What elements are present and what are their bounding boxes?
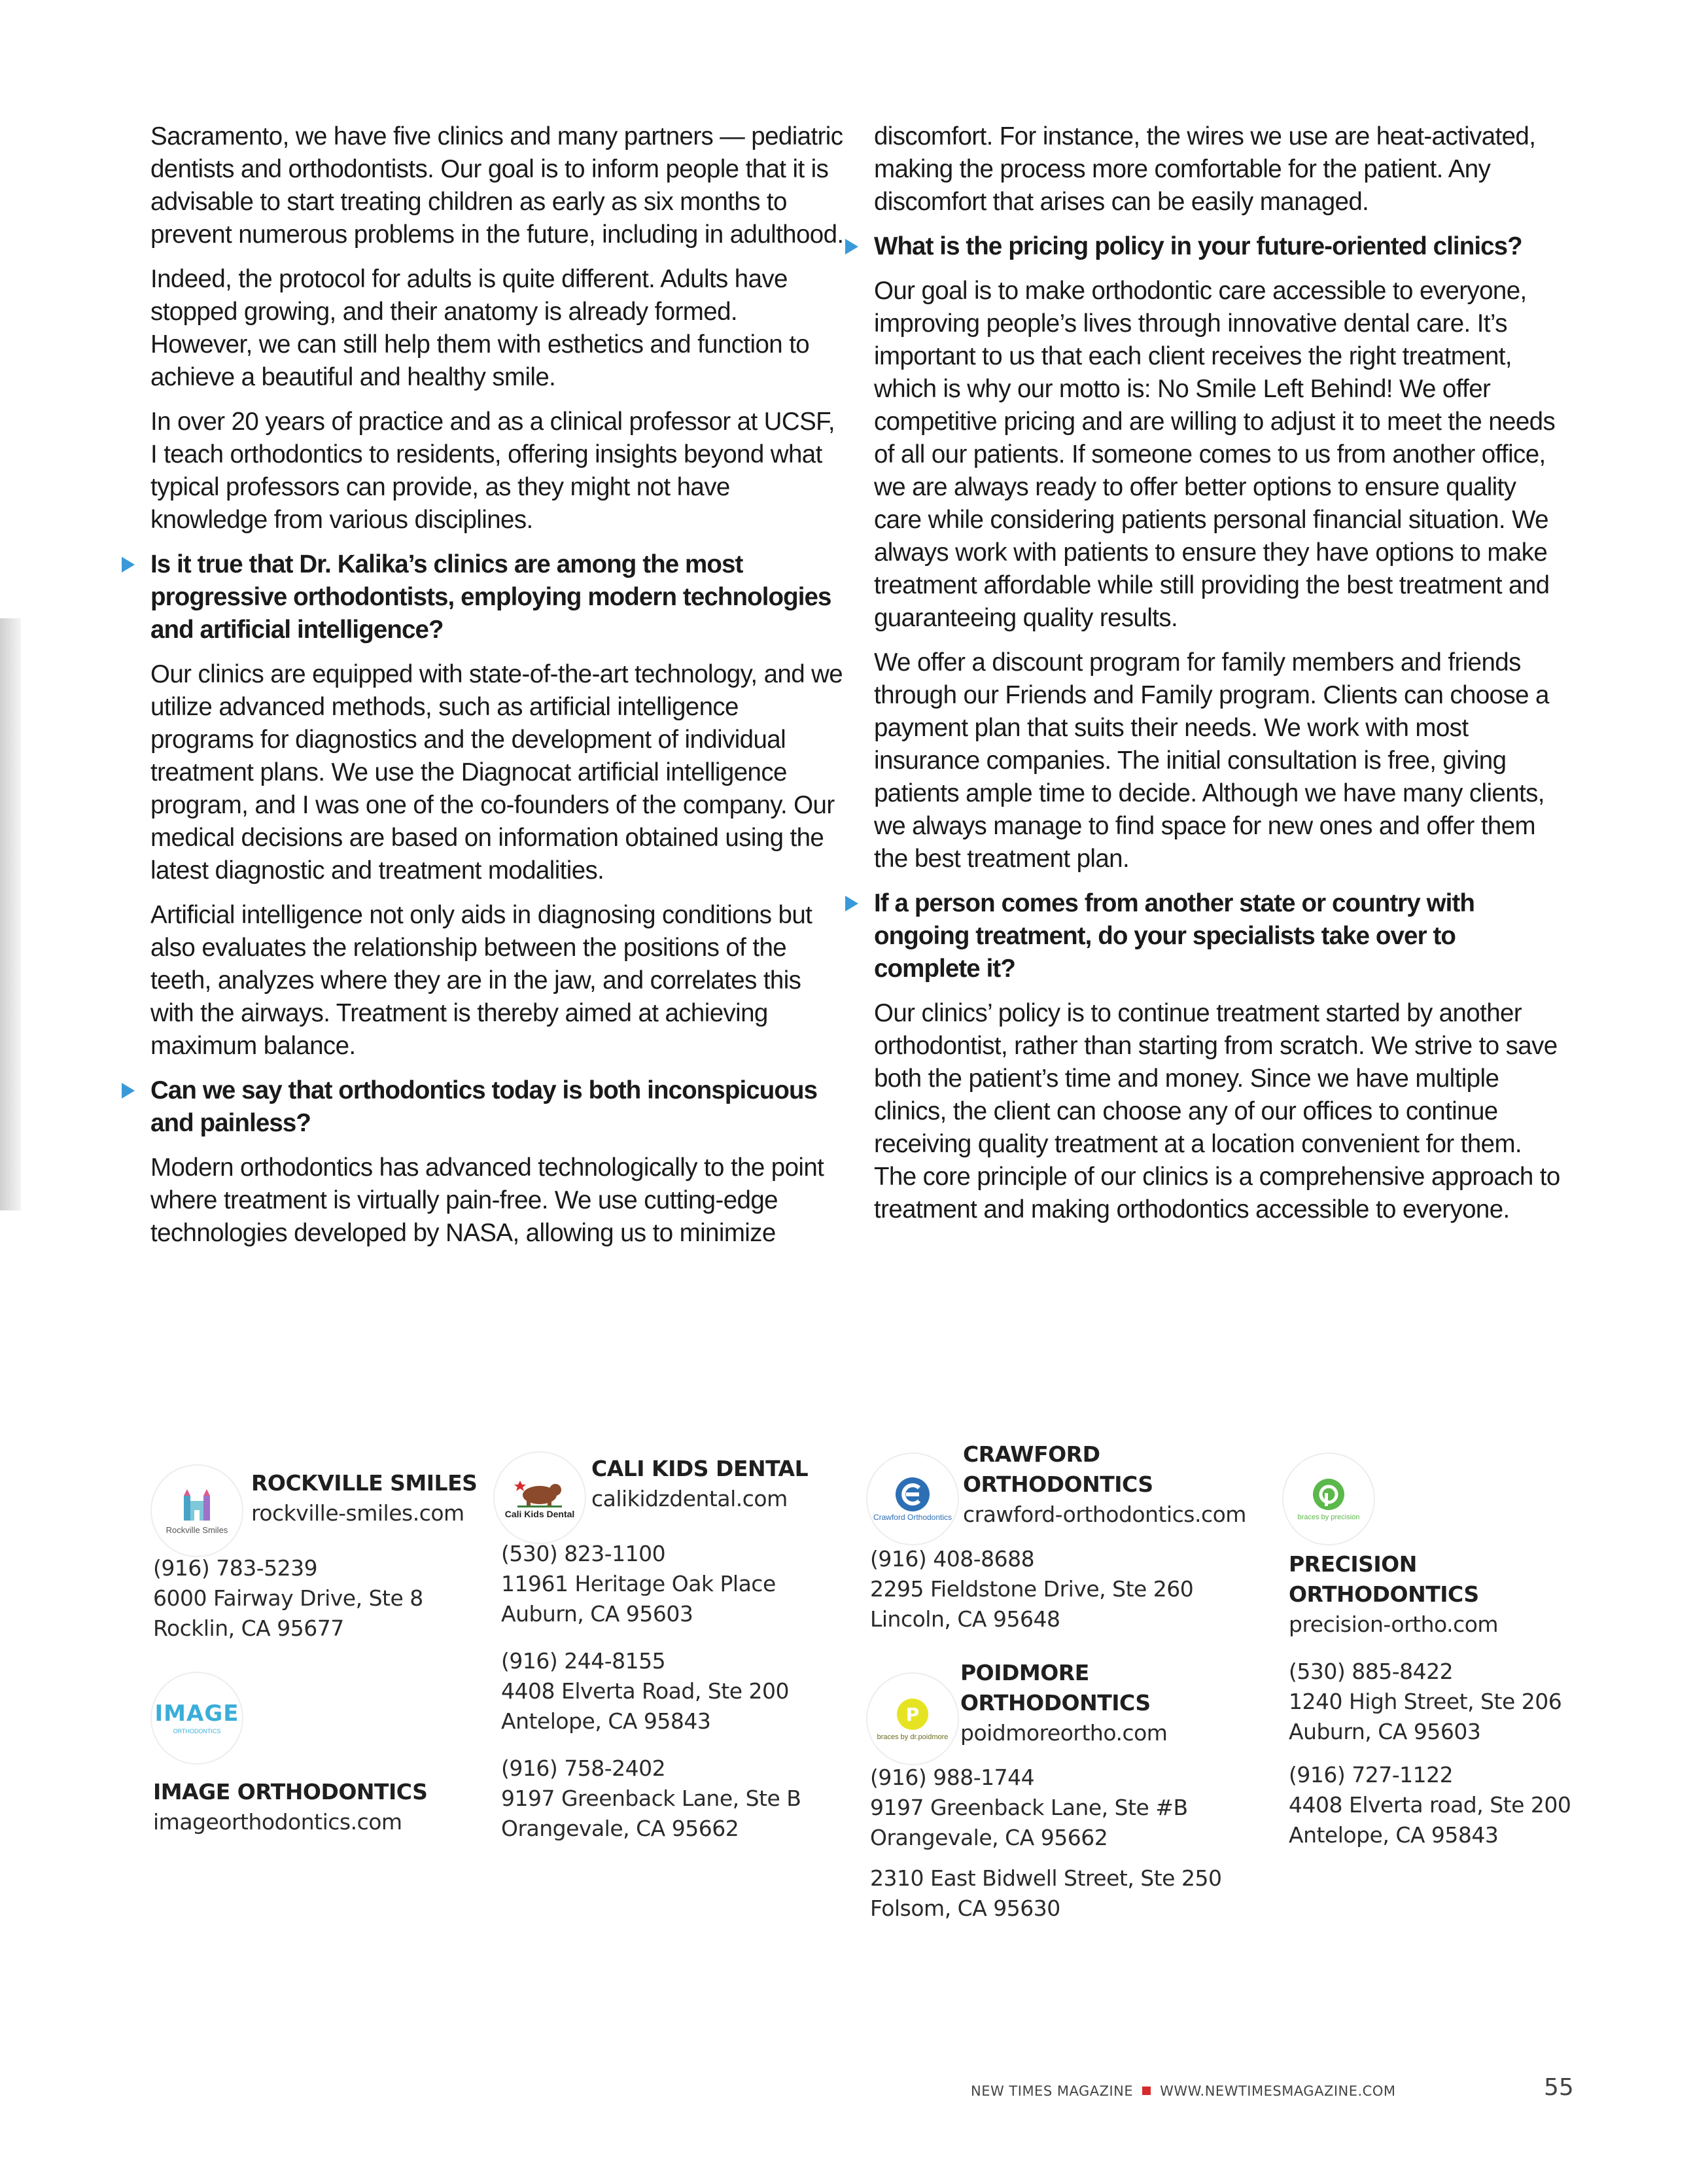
clinic-name-line-2: ORTHODONTICS [960,1690,1151,1716]
logo-wordmark: braces by dr.poidmore [877,1733,949,1741]
clinic-crawford-location [870,1544,1193,1634]
question-text: Is it true that Dr. Kalika’s clinics are among the most progressive orthodontists, employing modern technologies and artificial intelligence? [150,550,831,644]
clinic-name-line-1: PRECISION [1289,1551,1417,1577]
clinic-phone: (916) 727-1122 [1289,1762,1454,1788]
interview-question [150,548,844,646]
clinic-website: calikidzdental.com [591,1486,788,1511]
play-arrow-icon [845,239,858,255]
clinic-phone: (916) 758-2402 [501,1755,666,1781]
clinic-city: Antelope, CA 95843 [1289,1822,1499,1848]
svg-text:P: P [905,1704,920,1725]
play-arrow-icon [122,1083,135,1099]
clinic-rockville-location [153,1553,423,1644]
clinic-crawford-orthodontics [963,1439,1246,1530]
precision-orthodontics-logo [1283,1454,1374,1544]
interview-question [874,230,1567,263]
clinic-name-line-2: ORTHODONTICS [963,1471,1153,1497]
clinic-address: 2295 Fieldstone Drive, Ste 260 [870,1576,1194,1602]
clinic-cali-kids-dental [591,1454,808,1514]
clinic-name-line-1: POIDMORE [960,1660,1089,1685]
precision-p-icon [1310,1476,1347,1513]
clinic-name: ROCKVILLE SMILES [251,1470,478,1496]
article-paragraph: Indeed, the protocol for adults is quite different. Adults have stopped growing, and their anatomy is already formed. However, we can still help them with esthetics and function to achieve a beautiful and healthy smile. [150,265,810,391]
clinic-phone: (916) 783-5239 [153,1555,318,1581]
question-text: Can we say that orthodontics today is both inconspicuous and painless? [150,1076,818,1137]
logo-wordmark: Crawford Orthodontics [873,1513,952,1522]
logo-subtext: ORTHODONTICS [173,1728,221,1735]
question-text: If a person comes from another state or country with ongoing treatment, do your specialists take over to complete it? [874,889,1475,983]
logo-wordmark: Rockville Smiles [166,1525,228,1535]
article-paragraph: Sacramento, we have five clinics and many partners — pediatric dentists and orthodontists. Our goal is to inform people that it is advisable to start treating children as early as six months to prevent numerous problems in the future, including in adulthood. [150,122,844,249]
question-text: What is the pricing policy in your future-oriented clinics? [874,232,1522,260]
clinic-city: Folsom, CA 95630 [870,1895,1060,1921]
logo-wordmark: IMAGE [154,1700,239,1727]
magazine-url: WWW.NEWTIMESMAGAZINE.COM [1160,2083,1396,2099]
poidmore-orthodontics-logo [867,1674,958,1764]
clinic-city: Auburn, CA 95603 [1289,1719,1481,1744]
clinic-rockville-smiles [251,1468,477,1528]
play-arrow-icon [845,896,858,911]
clinic-city: Orangevale, CA 95662 [870,1825,1108,1850]
article-paragraph: Our clinics are equipped with state-of-the-art technology, and we utilize advanced methods, such as artificial intelligence programs for diagnostics and the development of individual treatment plans. We use the Diagnocat artificial intelligence program, and I was one of the co-founders of the company. Our medical decisions are based on information obtained using the latest diagnostic and treatment modalities. [150,660,843,885]
article-paragraph: Our goal is to make orthodontic care accessible to everyone, improving people’s lives through innovative dental care. It’s important to us that each client receives the right treatment, which is why our motto is: No Smile Left Behind! We offer competitive pricing and are willing to adjust it to meet the needs of all our patients. If someone comes to us from another office, we are always ready to offer better options to ensure quality care while considering patients personal financial situation. We always work with patients to ensure they have options to make treatment affordable while still providing the best treatment and guaranteeing quality results. [874,277,1556,632]
interview-question [874,887,1567,985]
clinic-poidmore-locations [870,1763,1221,1924]
clinic-location [501,1646,801,1736]
crawford-c-icon [894,1476,931,1513]
clinic-cali-kids-locations [501,1539,801,1844]
clinic-website: rockville-smiles.com [251,1500,464,1526]
article-paragraph: Our clinics’ policy is to continue treatment started by another orthodontist, rather than starting from scratch. We strive to save both the patient’s time and money. Since we have multiple clinics, the client can choose any of our offices to continue receiving quality treatment at a location convenient for them. The core principle of our clinics is a comprehensive approach to treatment and making orthodontics accessible to everyone. [874,999,1560,1224]
clinic-website: crawford-orthodontics.com [963,1502,1246,1527]
page-number: 55 [1544,2074,1574,2101]
clinic-city: Lincoln, CA 95648 [870,1606,1060,1632]
side-photo-edge [0,618,21,1210]
article-paragraph: Artificial intelligence not only aids in diagnosing conditions but also evaluates the relationship between the positions of the teeth, analyzes where they are in the jaw, and correlates this with the airways. Treatment is thereby aimed at achieving maximum balance. [150,901,812,1060]
interview-question [150,1074,844,1140]
clinic-address: 9197 Greenback Lane, Ste #B [870,1795,1188,1820]
cali-kids-dental-logo [495,1453,585,1543]
logo-wordmark: braces by precision [1297,1513,1360,1521]
clinic-address: 4408 Elverta Road, Ste 200 [501,1678,789,1704]
magazine-name: NEW TIMES MAGAZINE [971,2083,1134,2099]
clinic-poidmore-orthodontics [960,1658,1167,1748]
clinic-location [1289,1657,1571,1747]
page-footer [971,2083,1396,2099]
clinic-address: 4408 Elverta road, Ste 200 [1289,1792,1571,1818]
clinic-image-orthodontics [153,1777,427,1837]
bear-icon [514,1477,566,1509]
clinic-city: Orangevale, CA 95662 [501,1816,739,1841]
article-right-column [874,120,1567,1238]
clinic-address: 9197 Greenback Lane, Ste B [501,1786,801,1811]
article-paragraph: Modern orthodontics has advanced technologically to the point where treatment is virtually pain-free. We use cutting-edge technologies developed by NASA, allowing us to minimize [150,1154,824,1247]
clinic-name-line-1: CRAWFORD [963,1441,1100,1467]
play-arrow-icon [122,557,135,572]
separator-square-icon [1142,2087,1151,2095]
clinic-name-line-2: ORTHODONTICS [1289,1581,1479,1607]
clinic-website: precision-ortho.com [1289,1612,1499,1637]
clinic-phone: (916) 988-1744 [870,1765,1035,1790]
image-orthodontics-logo [152,1673,242,1763]
clinic-address: 6000 Fairway Drive, Ste 8 [153,1585,423,1611]
clinic-city: Antelope, CA 95843 [501,1708,711,1734]
clinic-precision-orthodontics [1289,1549,1571,1850]
poidmore-p-icon [894,1696,931,1733]
logo-wordmark: Cali Kids Dental [504,1509,575,1519]
clinic-phone: (916) 244-8155 [501,1648,666,1674]
clinic-city: Rocklin, CA 95677 [153,1615,344,1641]
clinic-phone: (916) 408-8688 [870,1546,1035,1572]
clinic-website: poidmoreortho.com [960,1720,1168,1746]
article-left-column [150,120,844,1261]
clinic-location [501,1753,801,1844]
clinic-location [501,1539,801,1629]
clinic-website: imageorthodontics.com [153,1809,402,1835]
clinic-name: IMAGE ORTHODONTICS [153,1779,428,1805]
article-paragraph: In over 20 years of practice and as a clinical professor at UCSF, I teach orthodontics to residents, offering insights beyond what typical professors can provide, as they might not have knowledge from various disciplines. [150,408,835,534]
clinic-address: 11961 Heritage Oak Place [501,1571,776,1596]
clinic-phone: (530) 823-1100 [501,1541,666,1566]
clinic-address: 2310 East Bidwell Street, Ste 250 [870,1865,1222,1891]
clinic-name: CALI KIDS DENTAL [591,1456,809,1481]
article-paragraph: We offer a discount program for family members and friends through our Friends and Family program. Clients can choose a payment plan that suits their needs. We work with most insurance companies. The initial consultation is free, giving patients ample time to decide. Although we have many clients, we always manage to find space for new ones and offer them the best treatment plan. [874,648,1549,873]
crawford-orthodontics-logo [867,1454,958,1544]
clinic-location [1289,1760,1571,1850]
clinic-phone: (530) 885-8422 [1289,1659,1454,1684]
clinic-city: Auburn, CA 95603 [501,1601,693,1627]
article-paragraph: discomfort. For instance, the wires we use are heat-activated, making the process more comfortable for the patient. Any discomfort that arises can be easily managed. [874,122,1536,216]
castle-icon [177,1487,217,1526]
rockville-smiles-logo [152,1466,242,1556]
clinic-address: 1240 High Street, Ste 206 [1289,1689,1562,1714]
